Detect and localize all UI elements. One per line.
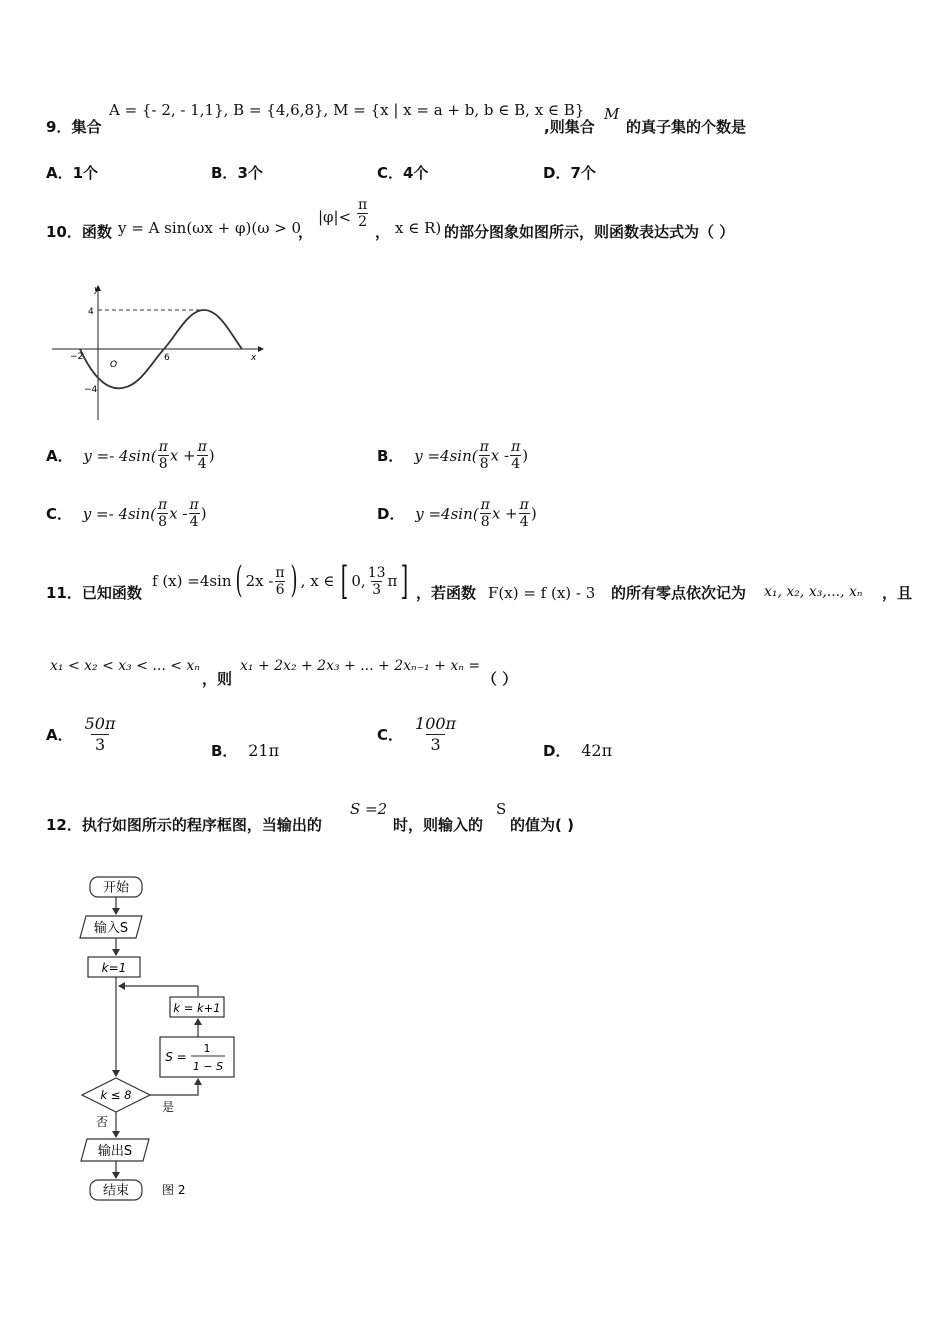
q11-option-c[interactable] xyxy=(377,714,461,755)
q11-paren: （ ） xyxy=(482,670,518,688)
q9-option-c[interactable] xyxy=(377,162,428,183)
frac-denominator: 3 xyxy=(372,581,382,598)
q11-zeros: x₁, x₂, x₃,..., xₙ xyxy=(764,584,863,600)
frac-denominator: 3 xyxy=(91,734,109,755)
option-label: A． xyxy=(46,447,73,465)
option-pre: y =4sin( xyxy=(414,446,478,465)
option-label: B． xyxy=(211,742,238,760)
option-mid: x - xyxy=(169,504,188,523)
frac-denominator: 6 xyxy=(275,581,285,598)
q11-func xyxy=(152,557,412,605)
q11-f-pre: f (x) =4sin xyxy=(152,572,232,590)
q10-option-c[interactable] xyxy=(46,497,207,530)
frac-denominator: 8 xyxy=(480,514,490,530)
figure-caption: 图 2 xyxy=(162,1183,186,1197)
q11-number: 11． xyxy=(46,584,82,602)
flowchart xyxy=(70,870,270,1210)
q11-int-open: 0, xyxy=(351,572,366,590)
option-label: C． xyxy=(377,164,404,182)
tick-6: 6 xyxy=(164,353,170,363)
q10-option-a[interactable] xyxy=(46,439,215,472)
q9-pre: 集合 xyxy=(71,118,102,136)
yes-label: 是 xyxy=(162,1100,175,1114)
frac-numerator: π xyxy=(479,439,489,455)
q10-comma: ， xyxy=(298,223,314,241)
q12-head xyxy=(46,814,322,835)
option-text: 21π xyxy=(248,741,280,760)
frac-denominator: 8 xyxy=(158,514,168,530)
q12-s-eq: S =2 xyxy=(350,800,388,818)
q9-mid: ,则集合 xyxy=(544,118,595,136)
x-axis-label: x xyxy=(251,353,257,363)
frac-numerator: π xyxy=(189,497,199,513)
q11-then: ，则 xyxy=(202,670,233,688)
q9-math-M: M xyxy=(604,105,620,123)
pi-numerator: π xyxy=(358,197,368,213)
q10-phi-cond: |φ|< xyxy=(318,208,352,226)
q9-option-b[interactable] xyxy=(211,162,263,183)
option-label: D． xyxy=(543,742,571,760)
frac-numerator: π xyxy=(158,497,168,513)
q11-f-inner: 2x - xyxy=(245,572,274,590)
frac-numerator: 100π xyxy=(415,714,457,733)
option-pre: y =- 4sin( xyxy=(82,504,156,523)
q9-post: 的真子集的个数是 xyxy=(626,118,747,136)
option-mid: x + xyxy=(169,446,196,465)
q11-sum: x₁ + 2x₂ + 2x₃ + ... + 2xₙ₋₁ + xₙ = xyxy=(240,658,481,674)
option-end: ) xyxy=(530,504,537,523)
q10-post: 的部分图象如图所示，则函数表达式为（ ） xyxy=(444,223,735,241)
option-end: ) xyxy=(522,446,529,465)
paren-open: ( xyxy=(235,560,243,601)
decision-label: k ≤ 8 xyxy=(100,1088,132,1102)
q12-s: S xyxy=(496,800,507,818)
option-label: C． xyxy=(46,505,73,523)
sine-graph xyxy=(50,282,270,422)
option-text: 42π xyxy=(581,741,613,760)
option-pre: y =- 4sin( xyxy=(83,446,157,465)
end-label: 结束 xyxy=(102,1183,130,1199)
q11-option-b[interactable] xyxy=(211,740,279,761)
bracket-close: ] xyxy=(401,559,409,603)
q10-option-b[interactable] xyxy=(377,439,528,472)
option-label: D． xyxy=(543,164,571,182)
option-text: 4个 xyxy=(403,164,429,182)
q11-pre: 已知函数 xyxy=(81,584,142,602)
option-mid: x + xyxy=(491,504,518,523)
option-text: 7个 xyxy=(570,164,596,182)
option-label: B． xyxy=(211,164,238,182)
origin-label: O xyxy=(110,360,118,370)
q9-set-math: A = {- 2, - 1,1}, B = {4,6,8}, M = {x | x = a + b, b ∈ B, x ∈ B} xyxy=(109,101,585,119)
y-axis-label: y xyxy=(94,285,100,295)
assign-lhs: S = xyxy=(165,1050,187,1064)
q9-option-a[interactable] xyxy=(46,162,98,183)
q11-option-d[interactable] xyxy=(543,740,612,761)
q10-domain: x ∈ R) xyxy=(395,219,442,237)
option-label: C． xyxy=(377,726,404,744)
option-label: A． xyxy=(46,726,73,744)
q10-option-d[interactable] xyxy=(377,497,537,530)
frac-numerator: π xyxy=(519,497,529,513)
frac-denominator: 4 xyxy=(189,514,199,530)
q11-option-a[interactable] xyxy=(46,714,120,755)
q11-post: 的所有零点依次记为 xyxy=(611,584,747,602)
q11-F-def: F(x) = f (x) - 3 xyxy=(488,584,596,602)
no-label: 否 xyxy=(96,1115,109,1129)
start-label: 开始 xyxy=(102,880,130,896)
increment-label: k = k+1 xyxy=(173,1001,221,1015)
assign-denominator: 1 − S xyxy=(192,1060,224,1073)
frac-denominator: 4 xyxy=(519,514,529,530)
option-end: ) xyxy=(200,504,207,523)
x-axis-arrow xyxy=(258,346,264,352)
q11-order: x₁ < x₂ < x₃ < ... < xₙ xyxy=(50,658,200,674)
assign-numerator: 1 xyxy=(203,1042,211,1055)
frac-numerator: π xyxy=(511,439,521,455)
input-label: 输入S xyxy=(93,921,129,936)
two-denominator: 2 xyxy=(358,214,368,230)
bracket-open: [ xyxy=(340,559,348,603)
frac-numerator: π xyxy=(197,439,207,455)
frac-numerator: 13 xyxy=(367,564,386,581)
q12-pre: 执行如图所示的程序框图，当输出的 xyxy=(81,816,322,834)
option-label: B． xyxy=(377,447,404,465)
tick-neg2: −2 xyxy=(70,352,84,362)
q10-pre: 函数 xyxy=(81,223,112,241)
q12-post: 的值为( ) xyxy=(510,816,574,834)
frac-denominator: 4 xyxy=(511,456,521,472)
frac-denominator: 3 xyxy=(426,734,444,755)
frac-numerator: π xyxy=(158,439,168,455)
q10-func-math: y = A sin(ωx + φ)(ω > 0 xyxy=(118,219,302,237)
q12-mid: 时，则输入的 xyxy=(393,816,484,834)
option-label: D． xyxy=(377,505,405,523)
q9-line xyxy=(46,116,101,137)
option-label: A． xyxy=(46,164,73,182)
q10-head xyxy=(46,221,112,242)
frac-numerator: 50π xyxy=(84,714,116,733)
option-end: ) xyxy=(208,446,215,465)
frac-numerator: π xyxy=(275,564,285,581)
q11-int-pi: π xyxy=(387,572,398,590)
option-text: 3个 xyxy=(237,164,263,182)
q10-pi-half xyxy=(356,197,369,230)
frac-denominator: 8 xyxy=(158,456,168,472)
q12-number: 12． xyxy=(46,816,82,834)
tick-neg4: −4 xyxy=(84,385,98,395)
output-label: 输出S xyxy=(97,1144,133,1159)
q11-x-in: , x ∈ xyxy=(300,572,335,590)
option-pre: y =4sin( xyxy=(415,504,479,523)
q11-tail: ，且 xyxy=(882,584,913,602)
q11-mid: ，若函数 xyxy=(416,584,477,602)
q11-head xyxy=(46,582,142,603)
yes-arrow xyxy=(150,1079,198,1095)
q9-option-d[interactable] xyxy=(543,162,596,183)
frac-denominator: 8 xyxy=(479,456,489,472)
q10-comma-2: ， xyxy=(375,223,391,241)
q9-number: 9． xyxy=(46,118,72,136)
frac-numerator: π xyxy=(480,497,490,513)
frac-denominator: 4 xyxy=(197,456,207,472)
option-text: 1个 xyxy=(72,164,99,182)
tick-4: 4 xyxy=(88,307,94,317)
q10-number: 10． xyxy=(46,223,82,241)
paren-close: ) xyxy=(290,560,298,601)
init-label: k=1 xyxy=(101,961,127,975)
option-mid: x - xyxy=(490,446,510,465)
